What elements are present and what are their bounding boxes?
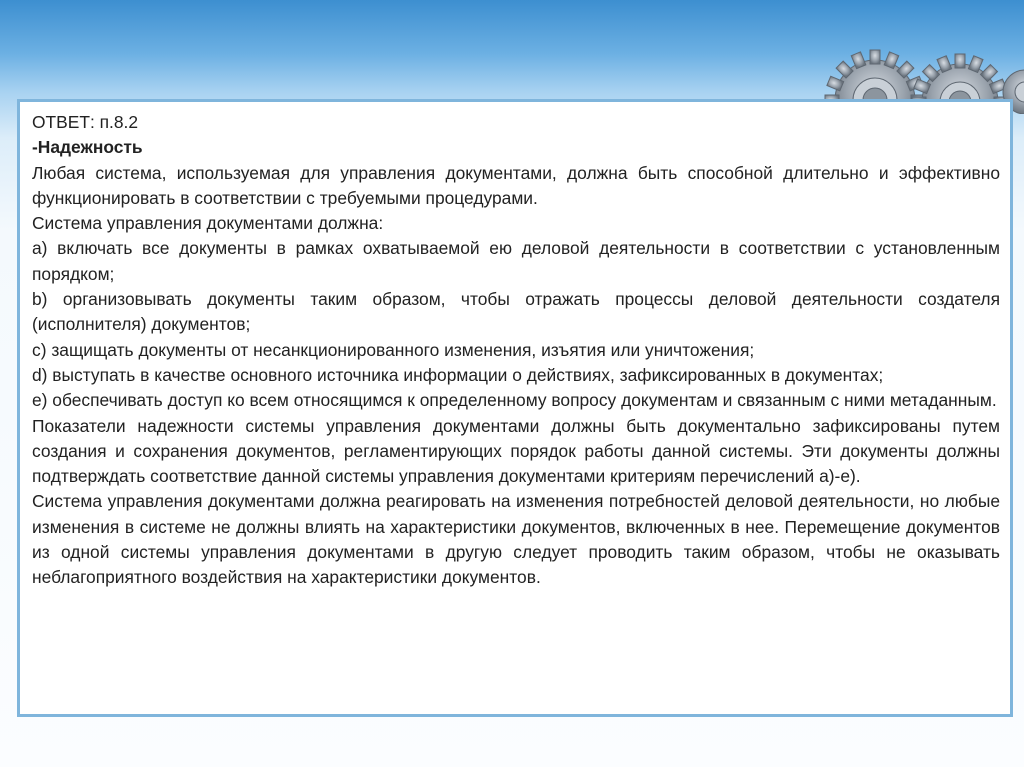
paragraph-requirements-lead: Система управления документами должна: [32, 213, 384, 234]
list-item-b: b) организовывать документы таким образом, чтобы отражать процессы деловой деятельности создателя (исполнителя) документов; [32, 289, 1000, 335]
list-item-c: с) защищать документы от несанкционированного изменения, изъятия или уничтожения; [32, 339, 755, 360]
section-title: -Надежность [32, 137, 143, 158]
content-box [17, 99, 1013, 717]
list-item-d: d) выступать в качестве основного источника информации о действиях, зафиксированных в документах; [32, 364, 884, 385]
list-item-a: а) включать все документы в рамках охватываемой ею деловой деятельности в соответствии с установленным порядком; [32, 238, 1000, 284]
list-item-e: е) обеспечивать доступ ко всем относящимся к определенному вопросу документам и связанным с ними метаданным. [32, 390, 997, 411]
answer-label: ОТВЕТ: п.8.2 [32, 112, 139, 132]
paragraph-changes: Система управления документами должна реагировать на изменения потребностей деловой деятельности, но любые изменения в системе не должны влиять на характеристики документов, включенных в нее. Перемещение документов из одной системы управления документами в другую следует проводить таким образом, чтобы не оказывать неблагоприятного воздействия на характеристики документов. [32, 491, 1000, 588]
paragraph-intro: Любая система, используемая для управления документами, должна быть способной длительно и эффективно функционировать в соответствии с требуемыми процедурами. [32, 162, 1000, 208]
paragraph-indicators: Показатели надежности системы управления документами должны быть документально зафиксированы путем создания и сохранения документов, регламентирующих порядок работы данной системы. Эти документы должны подтверждать соответствие данной системы управления документами критериям перечислений а)-е). [32, 415, 1000, 487]
